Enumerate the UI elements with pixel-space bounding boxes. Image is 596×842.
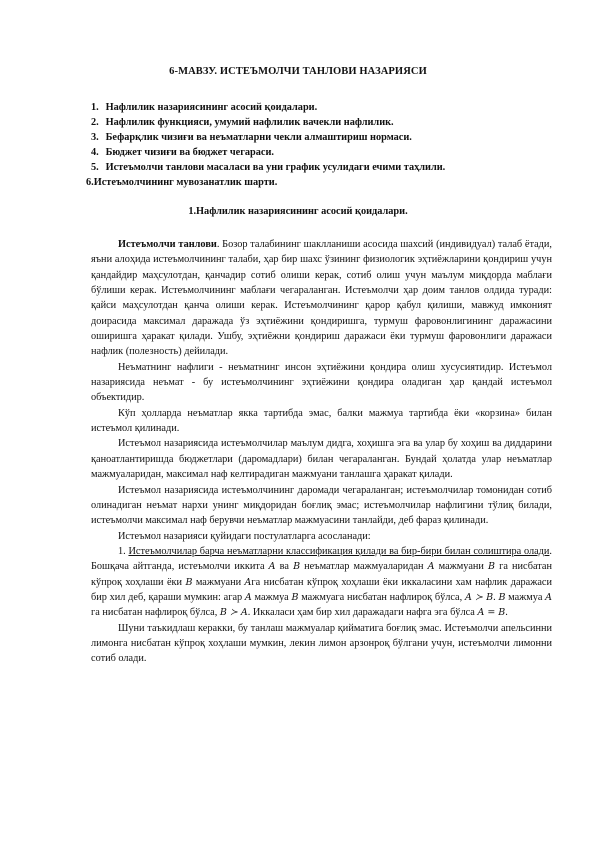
- symbol-a: A: [244, 591, 252, 603]
- symbol-b: B: [185, 576, 193, 588]
- body-text: [91, 237, 552, 667]
- paragraph-utility: Неъматнинг нафлиги - неъматнинг инсон эҳтиёжини қондира олиш хусусиятидир. Истеъмол назариясида неъмат - бу истеъмолчининг эҳтиёжини қондира оладиган ҳар қандай истеъмол объектидир.: [91, 361, 552, 404]
- contents-item-2: 2. Нафлилик функцияси, умумий нафлилик вачекли нафлилик.: [91, 117, 394, 128]
- paragraph-postulates: Истеъмол назарияси қуйидаги постулатларга асосланади:: [118, 530, 371, 542]
- postulate-1-statement: Истеъмолчилар барча неъматларни классификация қилади ва бир-бири билан солиштира олади: [128, 545, 550, 557]
- page-title: 6-МАВЗУ. ИСТЕЪМОЛЧИ ТАНЛОВИ НАЗАРИЯСИ: [169, 66, 427, 77]
- paragraph-assumptions: Истеъмол назариясида истеъмолчининг даромади чегараланган; истеъмолчилар томонидан сотиб олинадиган неъмат нархи унинг миқдоридан боғлиқ эмас; истеъмолчилар нафлигини тўлиқ билади, истеъмолчи максимал наф берувчи неъматлар мажмуасини танлайди, деб фараз қилинади.: [91, 484, 552, 527]
- paragraph-basket: Кўп ҳолларда неъматлар якка тартибда эмас, балки мажмуа тартибда ёки «корзина» билан истеъмол қилинади.: [91, 407, 552, 435]
- symbol-b: B: [498, 591, 506, 603]
- symbol-a: A: [244, 576, 252, 588]
- paragraph-consumer-choice: Истеъмолчи танлови. Бозор талабининг шаклланиши асосида шахсий (индивидуал) талаб ётади, яъни алоҳида истеъмолчининг талаби, ҳар бир шахс ўзининг физиологик эҳтиёжларини қондириш учун қандайдир маҳсулотдан, қанчадир сотиб олиши керак, сотиб олиш учун маълум миқдорда маблағи бўлиши керак. Истеъмолчининг маблағи чегараланган. Истеъмолчи ҳар доим танлов олдида туради: қайси маҳсулотдан қанча олиши керак. Истеъмолчининг қарор қабул қилиши, мавжуд имконият доирасида максимал даражада ўз эҳтиёжини қондиришга, турмуш фаровонлигининг даражасини оширишга ҳаракат қилади. Ушбу, эҳтиёжни қондириш даражаси ёки турмуш фаровонлиги даражаси нафлик (полезность) дейилади.: [91, 239, 553, 358]
- symbol-b: B: [293, 561, 301, 573]
- contents-item-6: 6.Истеъмолчининг мувозанатлик шарти.: [86, 177, 278, 188]
- term-consumer-choice: Истеъмолчи танлови: [118, 239, 217, 250]
- paragraph-preferences: Истеъмол назариясида истеъмолчилар маълум дидга, хоҳишга эга ва улар бу хоҳиш ва диддарини қаноатлантиришда бюджетлари (даромадлари) билан чегараланган. Бундай ҳолатда улар неъматлар мажмуаларидан, максимал наф келтирадиган мажмуани танлашга ҳаракат қилади.: [91, 438, 552, 481]
- symbol-a: A: [427, 561, 435, 573]
- paragraph-choice-note: Шуни таъкидлаш керакки, бу танлаш мажмуалар қийматига боғлиқ эмас. Истеъмолчи апельсинни лимонга нисбатан кўпроқ хоҳлаши мумкин, лекин лимон арзонроқ бўлгани учун, истеъмолчи лимонни сотиб олади.: [91, 622, 552, 665]
- contents-item-1: 1. Нафлилик назариясининг асосий қоидалари.: [91, 102, 318, 113]
- contents-list: [86, 100, 561, 190]
- contents-item-5: 5. Истеъмолчи танлови масаласи ва уни график усулидаги ечими таҳлили.: [91, 162, 446, 173]
- contents-item-4: 4. Бюджет чизиғи ва бюджет чегараси.: [91, 147, 275, 158]
- relation-b-preferred: B ≻ A: [219, 607, 248, 619]
- section-heading: 1.Нафлилик назариясининг асосий қоидалари.: [188, 206, 408, 217]
- symbol-a: A: [268, 561, 276, 573]
- relation-a-preferred: A ≻ B: [464, 591, 494, 603]
- symbol-b: B: [488, 561, 496, 573]
- contents-item-3: 3. Бефарқлик чизиғи ва неъматларни чекли алмаштириш нормаси.: [91, 132, 412, 143]
- symbol-a: A: [545, 591, 552, 603]
- paragraph-postulate-1: 1. Истеъмолчилар барча неъматларни классификация қилади ва бир-бири билан солиштира олади. Бошқача айтганда, истеъмолчи иккита A ва B неъматлар мажмуаларидан A мажмуани B га нисбатан кўпроқ хоҳлаши ёки B мажмуани Aга нисбатан кўпроқ хоҳлаши ёки иккаласини хам нафлик даражаси бир хил деб, қараши мумкин: агар A мажмуа B мажмуага нисбатан нафлироқ бўлса, A ≻ B. B мажмуа A га нисбатан нафлироқ бўлса, B ≻ A. Иккаласи ҳам бир хил даражадаги нафга эга бўлса A = B.: [91, 545, 553, 619]
- relation-equal: A = B: [477, 607, 506, 619]
- symbol-b: B: [291, 591, 299, 603]
